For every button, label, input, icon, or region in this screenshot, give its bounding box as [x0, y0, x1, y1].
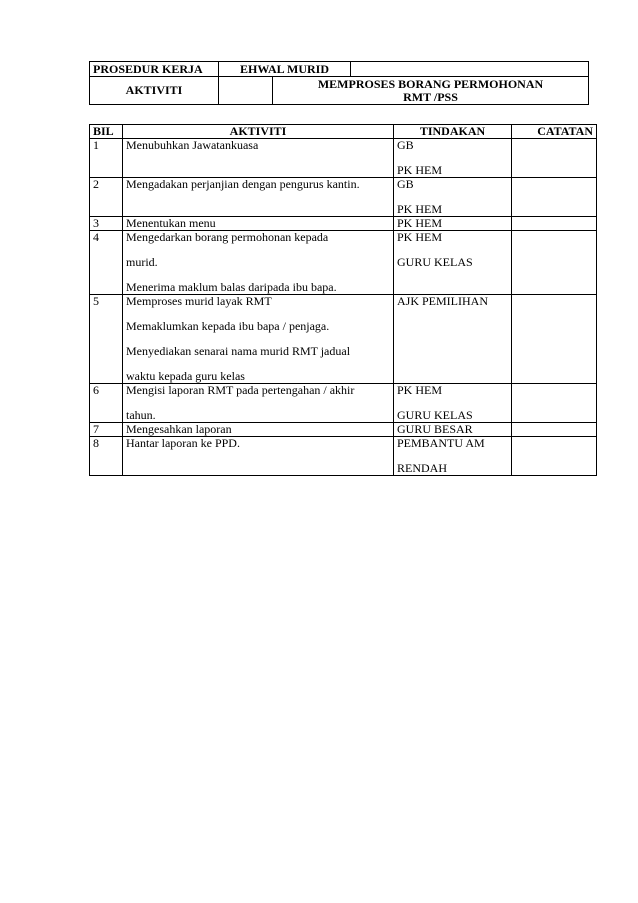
aktiviti-line: Hantar laporan ke PPD.: [126, 436, 240, 450]
cell-tindakan: [394, 178, 512, 217]
aktiviti-line: Memproses murid layak RMT: [126, 294, 272, 308]
table-row: [90, 231, 597, 295]
aktiviti-line: Menyediakan senarai nama murid RMT jadual: [126, 344, 351, 358]
aktiviti-line: Mengisi laporan RMT pada pertengahan / akhir: [126, 383, 355, 397]
cell-aktiviti: [123, 217, 394, 231]
cell-tindakan: [394, 217, 512, 231]
table-row: [90, 437, 597, 476]
tindakan-line: GURU KELAS: [397, 255, 473, 269]
cell-bil: 3: [90, 217, 123, 231]
cell-catatan: [512, 423, 597, 437]
column-header-catatan: CATATAN: [512, 125, 597, 139]
aktiviti-line: Mengesahkan laporan: [126, 422, 232, 436]
aktiviti-label: AKTIVITI: [90, 77, 219, 105]
procedure-table: [89, 124, 597, 476]
aktiviti-line: Mengadakan perjanjian dengan pengurus kantin.: [126, 177, 360, 191]
cell-bil: 5: [90, 295, 123, 384]
cell-catatan: [512, 437, 597, 476]
cell-catatan: [512, 295, 597, 384]
aktiviti-line: Menerima maklum balas daripada ibu bapa.: [126, 280, 337, 294]
tindakan-line: PK HEM: [397, 216, 443, 230]
header-blank-cell: [219, 77, 273, 105]
header-empty-cell: [351, 62, 589, 77]
cell-tindakan: [394, 437, 512, 476]
tindakan-line: GURU KELAS: [397, 408, 473, 422]
cell-bil: 8: [90, 437, 123, 476]
tindakan-line: PK HEM: [397, 230, 443, 244]
prosedur-value: EHWAL MURID: [219, 62, 351, 77]
tindakan-line: PK HEM: [397, 163, 443, 177]
cell-aktiviti: [123, 139, 394, 178]
cell-bil: 4: [90, 231, 123, 295]
table-row: [90, 217, 597, 231]
header-table: [89, 61, 589, 105]
cell-aktiviti: [123, 231, 394, 295]
table-row: [90, 423, 597, 437]
column-header-aktiviti: AKTIVITI: [123, 125, 394, 139]
aktiviti-line: Menubuhkan Jawatankuasa: [126, 138, 259, 152]
cell-catatan: [512, 178, 597, 217]
cell-bil: 1: [90, 139, 123, 178]
aktiviti-line: Memaklumkan kepada ibu bapa / penjaga.: [126, 319, 330, 333]
aktiviti-line: murid.: [126, 255, 158, 269]
aktiviti-line: Menentukan menu: [126, 216, 216, 230]
tindakan-line: PK HEM: [397, 202, 443, 216]
table-row: [90, 178, 597, 217]
cell-catatan: [512, 384, 597, 423]
cell-bil: 6: [90, 384, 123, 423]
cell-aktiviti: [123, 423, 394, 437]
column-header-bil: BIL: [90, 125, 123, 139]
aktiviti-line: Mengedarkan borang permohonan kepada: [126, 230, 329, 244]
cell-catatan: [512, 139, 597, 178]
table-row: [90, 295, 597, 384]
aktiviti-value-line1: MEMPROSES BORANG PERMOHONAN: [317, 76, 544, 91]
tindakan-line: PK HEM: [397, 383, 443, 397]
tindakan-line: GB: [397, 138, 414, 152]
table-header-row: [90, 125, 597, 139]
cell-bil: 2: [90, 178, 123, 217]
cell-tindakan: [394, 231, 512, 295]
tindakan-line: AJK PEMILIHAN: [397, 294, 488, 308]
aktiviti-line: waktu kepada guru kelas: [126, 369, 245, 383]
cell-tindakan: [394, 423, 512, 437]
cell-aktiviti: [123, 437, 394, 476]
aktiviti-line: tahun.: [126, 408, 156, 422]
tindakan-line: RENDAH: [397, 461, 447, 475]
table-row: [90, 139, 597, 178]
tindakan-line: GURU BESAR: [397, 422, 473, 436]
aktiviti-value-line2: RMT /PSS: [403, 89, 458, 104]
table-row: [90, 384, 597, 423]
cell-bil: 7: [90, 423, 123, 437]
cell-catatan: [512, 217, 597, 231]
aktiviti-value: [273, 77, 589, 105]
cell-aktiviti: [123, 384, 394, 423]
cell-tindakan: [394, 295, 512, 384]
cell-tindakan: [394, 139, 512, 178]
tindakan-line: GB: [397, 177, 414, 191]
cell-catatan: [512, 231, 597, 295]
cell-tindakan: [394, 384, 512, 423]
tindakan-line: PEMBANTU AM: [397, 436, 485, 450]
column-header-tindakan: TINDAKAN: [394, 125, 512, 139]
cell-aktiviti: [123, 178, 394, 217]
cell-aktiviti: [123, 295, 394, 384]
prosedur-label: PROSEDUR KERJA: [90, 62, 219, 77]
